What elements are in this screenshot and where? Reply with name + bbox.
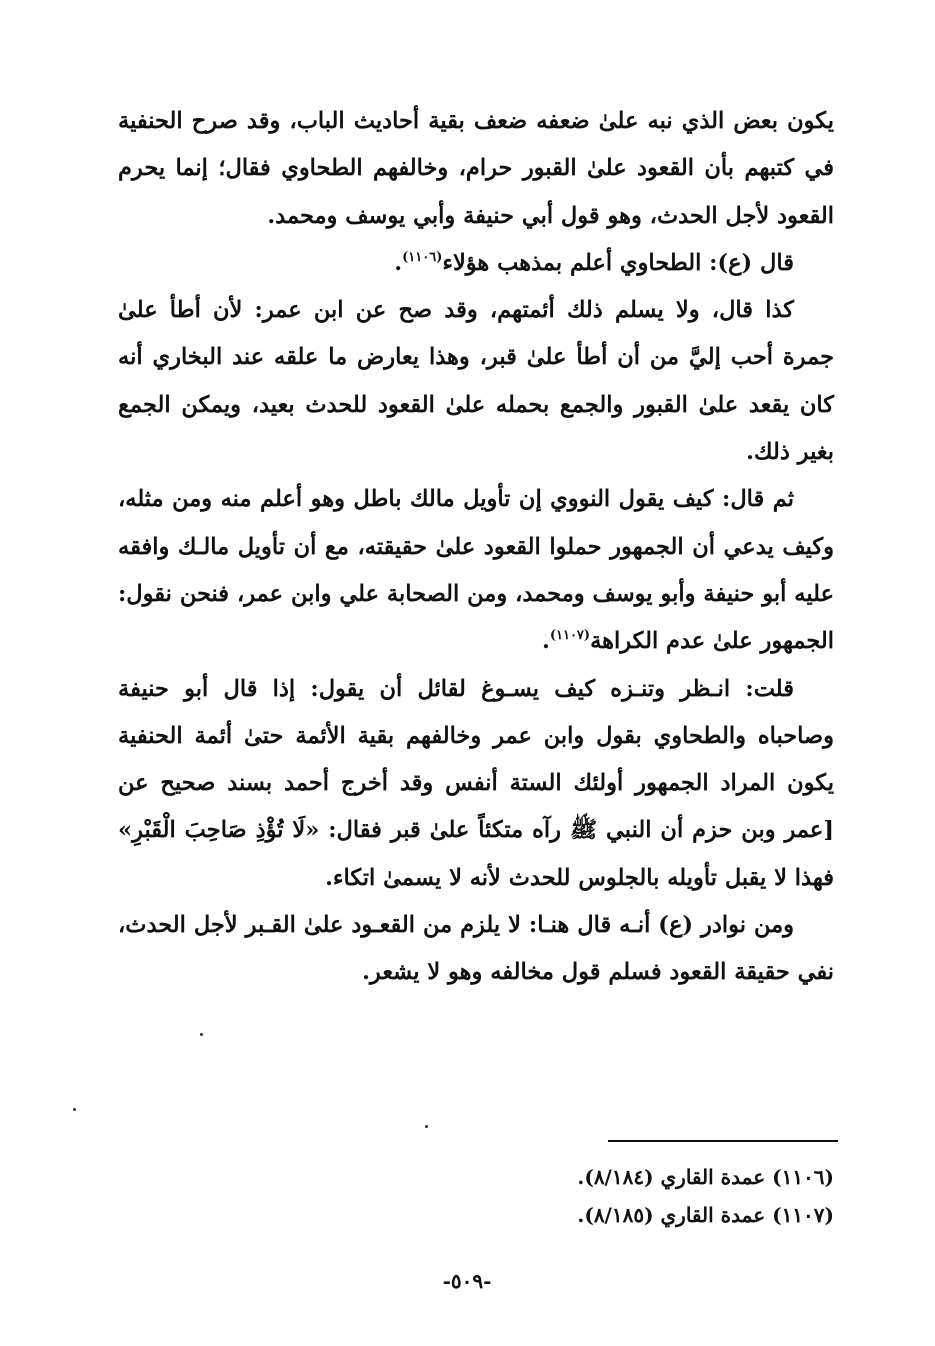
paragraph-6: ومن نوادر (ع) أنـه قال هنـا: لا يلزم من القعـود علىٰ القـبر لأجل الحدث، نفي حقيقة القعود فسلم قول مخالفه وهو لا يشعر.: [118, 912, 834, 986]
scan-speck: [425, 1125, 428, 1128]
page-number: -٥٠٩-: [442, 1269, 492, 1293]
paragraph-4: [118, 476, 834, 665]
footnote-1107: (١١٠٧) عمدة القاري (٨/١٨٥).: [577, 1203, 834, 1227]
scan-speck: [200, 1033, 203, 1036]
paragraph-2-text: قال (ع): الطحاوي أعلم بمذهب هؤلاء: [442, 249, 794, 276]
paragraph-4-text: ثم قال: كيف يقول النووي إن تأويل مالك باطل وهو أعلم منه ومن مثله، وكيف يدعي أن الجمهور حملوا القعود علىٰ حقيقته، مع أن تأويل مالـك وافقه عليه أبو حنيفة وأبو يوسف ومحمد، ومن الصحابة علي وابن عمر، فنحن نقول: الجمهور علىٰ عدم الكراهة: [118, 486, 834, 655]
scan-speck: [73, 1108, 76, 1111]
paragraph-3: كذا قال، ولا يسلم ذلك أئمتهم، وقد صح عن ابن عمر: لأن أطأ علىٰ جمرة أحب إليَّ من أن أطأ علىٰ قبر، وهذا يعارض ما علقه عند البخاري أنه كان يقعد علىٰ القبور والجمع بحمله علىٰ القعود للحدث بعيد، ويمكن الجمع بغير ذلك.: [118, 297, 834, 466]
paragraph-2-tail: .: [394, 249, 403, 276]
paragraph-4-tail: .: [541, 628, 550, 655]
main-text: [118, 98, 834, 997]
footnote-1106: (١١٠٦) عمدة القاري (٨/١٨٤).: [577, 1165, 834, 1189]
footnotes: [300, 1158, 834, 1234]
paragraph-1: يكون بعض الذي نبه علىٰ ضعفه ضعف بقية أحاديث الباب، وقد صرح الحنفية في كتبهم بأن القعود علىٰ القبور حرام، وخالفهم الطحاوي فقال؛ إنما يحرم القعود لأجل الحدث، وهو قول أبي حنيفة وأبي يوسف ومحمد.: [118, 108, 834, 229]
footnote-ref-1107: (١١٠٧): [549, 628, 591, 644]
paragraph-5: قلت: انـظر وتنـزه كيف يسـوغ لقائل أن يقول: إذا قال أبو حنيفة وصاحباه والطحاوي بقول وابن عمر وخالفهم بقية الأئمة حتىٰ أئمة الحنفية يكون المراد الجمهور أولئك الستة أنفس وقد أخرج أحمد بسند صحيح عن [عمر وبن حزم أن النبي ﷺ رآه متكئاً علىٰ قبر فقال: «لَا تُؤْذِ صَاحِبَ الْقَبْرِ» فهذا لا يقبل تأويله بالجلوس للحدث لأنه لا يسمىٰ اتكاء.: [118, 675, 834, 891]
footnote-separator: [608, 1140, 838, 1142]
paragraph-2: [118, 240, 834, 287]
footnote-ref-1106: (١١٠٦): [402, 249, 443, 265]
